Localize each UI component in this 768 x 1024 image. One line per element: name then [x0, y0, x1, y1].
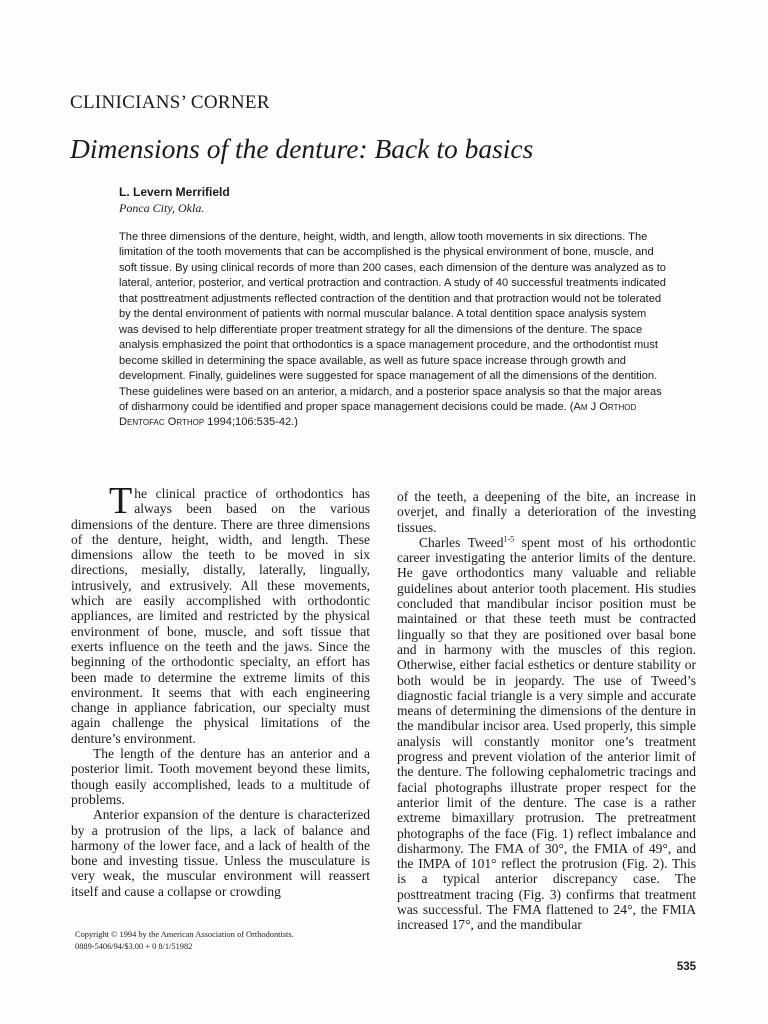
body-paragraph: The length of the denture has an anterior and a posterior limit. Tooth movement beyond these limits, though easily accomplished, leads to a multitude of problems. [71, 746, 370, 807]
author-name: L. Levern Merrifield [119, 185, 230, 199]
journal-name: Am J Orthod Dentofac Orthop [119, 400, 637, 429]
abstract-citation: 1994;106:535-42.) [204, 416, 298, 429]
drop-cap: T [109, 480, 133, 522]
left-column [71, 480, 370, 899]
section-label: CLINICIANS’ CORNER [70, 92, 270, 113]
body-paragraph: Anterior expansion of the denture is characterized by a protrusion of the lips, a lack of balance and harmony of the lower face, and a lack of health of the bone and investing tissue. Unless the musculature is very weak, the muscular environment will reassert itself and cause a collapse or crowding [71, 807, 370, 899]
abstract-text: The three dimensions of the denture, height, width, and length, allow tooth movements in six directions. The limitation of the tooth movements that can be accomplished is the physical environment of bone, muscle, and soft tissue. By using clinical records of more than 200 cases, each dimension of the denture was analyzed as to lateral, anterior, posterior, and vertical protraction and contraction. A study of 40 successful treatments indicated that posttreatment adjustments reflected contraction of the dentition and that protraction would not be tolerated by the dental environment of patients with normal muscular balance. A total dentition space analysis system was devised to help differentiate proper treatment strategy for all the dimensions of the denture. The space analysis emphasized the point that orthodontics is a space management procedure, and the orthodontist must become skilled in determining the space available, as well as future space increase through growth and development. Finally, guidelines were suggested for space management of all the dimensions of the dentition. These guidelines were based on an anterior, a midarch, and a posterior space analysis so that the major areas of disharmony could be identified and proper space management decisions could be made. ( [119, 231, 666, 413]
author-affiliation: Ponca City, Okla. [119, 201, 205, 215]
body-paragraph [397, 535, 696, 933]
right-column [397, 489, 696, 933]
copyright-notice [75, 929, 294, 952]
page-number: 535 [676, 961, 696, 973]
body-paragraph: of the teeth, a deepening of the bite, an increase in overjet, and finally a deterioration of the investing tissues. [397, 489, 696, 535]
article-title: Dimensions of the denture: Back to basics [70, 133, 534, 164]
abstract [119, 230, 667, 431]
copyright-line: Copyright © 1994 by the American Association of Orthodontists. [75, 930, 294, 939]
reference-superscript: 1-5 [503, 534, 515, 544]
paragraph-text: spent most of his orthodontic career investigating the anterior limits of the denture. He gave orthodontics many valuable and reliable guidelines about anterior tooth placement. His studies concluded that mandibular incisor position must be maintained or that these teeth must be contracted lingually so that they are positioned over basal bone and in harmony with the muscles of this region. Otherwise, either facial esthetics or denture stability or both would be in jeopardy. The use of Tweed’s diagnostic facial triangle is a very simple and accurate means of determining the dimensions of the denture in the mandibular incisor area. Used properly, this simple analysis will constantly monitor one’s treatment progress and prevent violation of the anterior limit of the denture. The following cephalometric tracings and facial photographs illustrate proper respect for the anterior limit of the denture. The case is a rather extreme bimaxillary protrusion. The pretreatment photographs of the face (Fig. 1) reflect imbalance and disharmony. The FMA of 30°, the FMIA of 49°, and the IMPA of 101° reflect the protrusion (Fig. 2). This is a typical anterior discrepancy case. The posttreatment tracing (Fig. 3) confirms that treatment was successful. The FMA flattened to 24°, the FMIA increased 17°, and the mandibular [397, 534, 696, 933]
body-paragraph [71, 480, 370, 746]
person-name: Charles Tweed [419, 534, 504, 550]
paragraph-text: he clinical practice of orthodontics has always been based on the various dimensions of the denture. There are three dimensions of the denture, height, width, and length. These dimensions allow the teeth to be moved in six directions, mesially, distally, laterally, lingually, intrusively, and extrusively. All these movements, which are easily accomplished with orthodontic appliances, are limited and restricted by the physical environment of bone, muscle, and soft tissue that exerts influence on the teeth and the jaws. Since the beginning of the orthodontic specialty, an effort has been made to determine the extreme limits of this environment. It seems that with each engineering change in appliance fabrication, our specialty must again challenge the physical limitations of the denture’s environment. [71, 486, 370, 746]
issn-line: 0889-5406/94/$3.00 + 0 8/1/51982 [75, 941, 193, 951]
